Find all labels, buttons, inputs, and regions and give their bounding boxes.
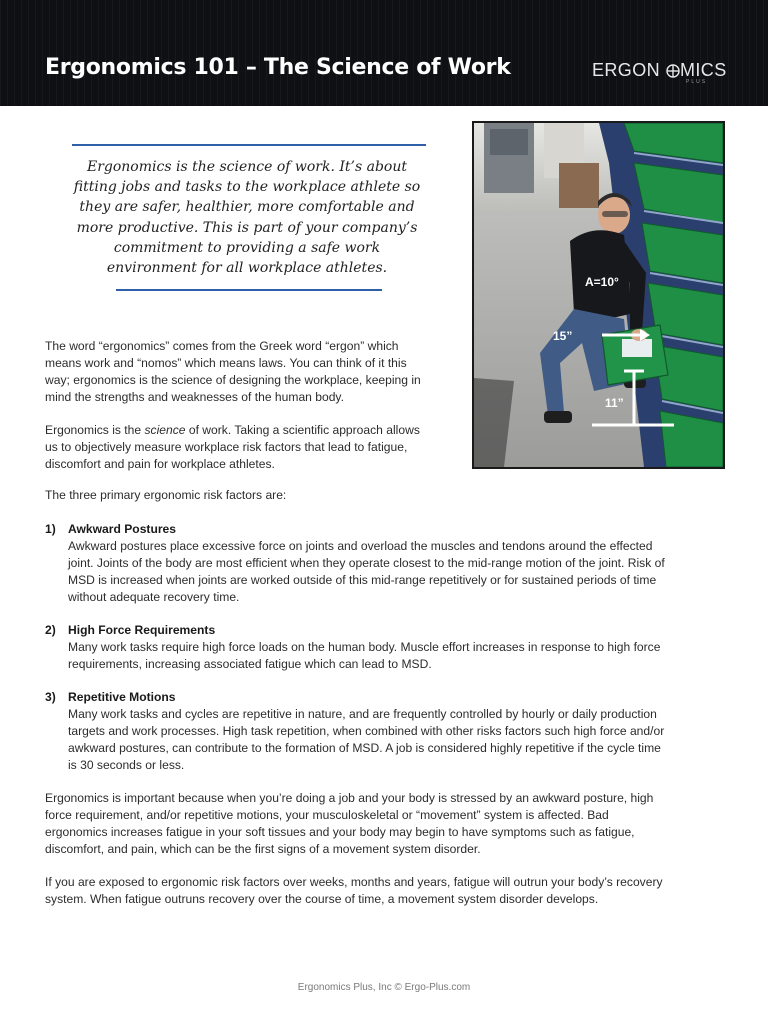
text-line: MSD is increased when joints are worked outside of this mid-range repetitively or for sustained periods of time <box>68 572 657 587</box>
page-header <box>0 0 768 106</box>
text-line: joint. Joints of the body are most efficient when they operate closest to the mid-range motion of the joint. Risk of <box>68 555 665 570</box>
risk-factor-item <box>45 521 725 605</box>
text-line: If you are exposed to ergonomic risk factors over weeks, months and years, fatigue will outrun your body’s recovery <box>45 875 663 889</box>
text-line: requirements, increasing associated fatigue which can lead to MSD. <box>68 656 432 671</box>
risk-description <box>68 706 728 774</box>
risk-number: 3) <box>45 690 56 704</box>
risk-title: Repetitive Motions <box>68 690 176 704</box>
page-footer: Ergonomics Plus, Inc © Ergo-Plus.com <box>297 982 471 993</box>
risk-title: Awkward Postures <box>68 522 176 536</box>
text-line: Awkward postures place excessive force on joints and overload the muscles and tendons around the effected <box>68 539 653 553</box>
logo-subtitle: PLUS <box>686 79 708 85</box>
text-line: system. When fatigue outruns recovery over the course of time, a movement system disorder develops. <box>45 891 599 906</box>
logo-text-right: MICS <box>680 60 727 80</box>
text-line: ergonomics increases fatigue in your soft tissues and your body may begin to have symptoms such as fatigue, <box>45 824 635 839</box>
ergonomics-plus-logo <box>592 60 726 88</box>
quote-line: Ergonomics is the science of work. It’s about <box>86 159 408 175</box>
quote-line: fitting jobs and tasks to the workplace athlete so <box>73 179 421 196</box>
text-line: us to objectively measure workplace risk factors that lead to fatigue, <box>45 439 408 454</box>
quote-bottom-rule <box>116 289 382 291</box>
logo-text <box>592 60 727 81</box>
text-fragment: of work. Taking a scientific approach allows <box>185 423 420 437</box>
text-line: The word “ergonomics” comes from the Greek word “ergon” which <box>45 339 399 353</box>
text-line: Many work tasks and cycles are repetitive in nature, and are frequently controlled by hourly or daily production <box>68 707 657 721</box>
quote-line: more productive. This is part of your company’s <box>76 219 418 236</box>
quote-line: commitment to providing a safe work <box>113 239 381 256</box>
text-line: Ergonomics is important because when you’re doing a job and your body is stressed by an awkward posture, high <box>45 791 654 805</box>
text-line: way; ergonomics is the science of designing the workplace, keeping in <box>45 372 421 387</box>
risk-number: 1) <box>45 522 56 536</box>
text-line <box>45 422 465 439</box>
risk-description <box>68 538 728 606</box>
quote-line: environment for all workplace athletes. <box>106 260 388 277</box>
reach-label: 15” <box>553 329 573 343</box>
text-line: Many work tasks require high force loads on the human body. Muscle effort increases in response to high force <box>68 640 661 654</box>
closing-paragraph-1 <box>45 790 735 858</box>
warehouse-illustration <box>474 123 723 467</box>
logo-text-left: ERGON <box>592 60 661 80</box>
text-line: force requirement, and/or repetitive motions, your musculoskeletal or “movement” system is affected. Bad <box>45 807 609 822</box>
worker-lifting-photo <box>472 121 725 469</box>
text-fragment: Ergonomics is the <box>45 423 145 437</box>
quote-top-rule <box>72 144 426 146</box>
intro-quote <box>66 157 428 278</box>
text-line: means work and “nomos” which means laws. You can think of it this <box>45 355 407 370</box>
text-line: awkward postures, can contribute to the formation of MSD. A job is considered highly repetitive if the cycle time <box>68 740 661 755</box>
text-line: is 30 seconds or less. <box>68 757 185 772</box>
closing-paragraph-2 <box>45 874 735 908</box>
intro-paragraph-2 <box>45 422 465 473</box>
text-line: mind the strengths and weaknesses of the human body. <box>45 389 344 404</box>
risk-description <box>68 639 728 673</box>
text-line: targets and work processes. High task repetition, when combined with other risks factors such high force and/or <box>68 723 665 738</box>
height-label: 11” <box>605 396 624 410</box>
risk-factors-intro: The three primary ergonomic risk factors are: <box>45 488 287 502</box>
risk-factor-item <box>45 622 725 673</box>
text-line: discomfort and pain for workplace athletes. <box>45 456 275 471</box>
emphasis-science: science <box>144 423 186 437</box>
risk-number: 2) <box>45 623 56 637</box>
page-title: Ergonomics 101 – The Science of Work <box>45 55 511 80</box>
quote-line: they are safer, healthier, more comfortable and <box>79 199 415 216</box>
angle-label: A=10° <box>585 275 619 289</box>
risk-title: High Force Requirements <box>68 623 216 637</box>
risk-factor-item <box>45 689 725 773</box>
text-line: without adequate recovery time. <box>68 589 240 604</box>
text-line: discomfort, and pain, which can be the first signs of a movement system disorder. <box>45 841 481 856</box>
intro-paragraph-1 <box>45 338 465 406</box>
